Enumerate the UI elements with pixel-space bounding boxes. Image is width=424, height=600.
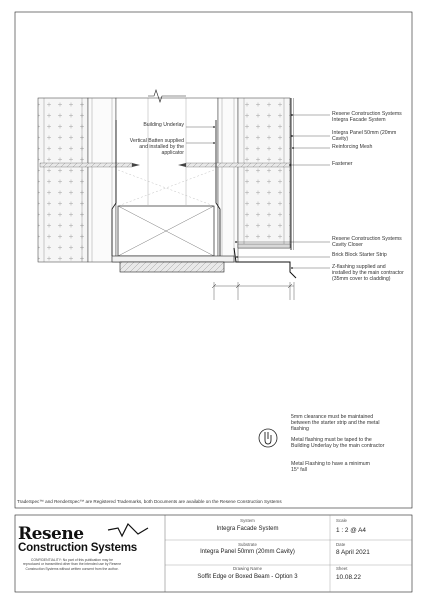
callout-fastener: Fastener: [332, 161, 353, 167]
drawing-name-value: Soffit Edge or Boxed Beam - Option 3: [197, 574, 298, 580]
z-flashing: [234, 248, 296, 278]
caution-icon: [259, 429, 277, 447]
wall-section-drawing: [38, 90, 330, 300]
fastener-band-right: [186, 163, 290, 167]
note-clearance: 5mm clearance must be maintained between the starter strip and the metal flashing: [291, 414, 380, 432]
dimension-lines: [212, 282, 294, 300]
left-panel: [38, 98, 88, 262]
sheet-value: 10.08.22: [336, 574, 361, 581]
callout-panel: Integra Panel 50mm (20mm Cavity): [332, 130, 397, 142]
right-panel: [238, 98, 290, 248]
soffit-board: [120, 262, 224, 272]
logo-swoosh-icon: [108, 524, 148, 536]
note-flashing-fall: Metal Flashing to have a minimum 15° fall: [291, 461, 370, 473]
callout-facade-system: Resene Construction Systems Integra Facade System: [332, 111, 402, 123]
drawing-name-label: Drawing Name: [232, 566, 263, 571]
callout-mesh: Reinforcing Mesh: [332, 144, 373, 150]
trademark-note: TradeSpec™ and RenderSpec™ are Registered Trademarks, both Documents are available on the Resene Construction Systems: [17, 499, 282, 504]
starter-strip: [112, 256, 234, 262]
callout-vertical-batten: Vertical Batten supplied and installed by the applicator: [129, 138, 184, 156]
right-framing: [218, 98, 238, 262]
logo-wordmark: Resene: [18, 524, 84, 544]
date-label: Date: [336, 542, 346, 547]
logo-subtitle: Construction Systems: [18, 541, 138, 554]
substrate-value: Integra Panel 50mm (20mm Cavity): [200, 549, 295, 555]
substrate-label: Substrate: [238, 542, 257, 547]
system-label: System: [240, 518, 255, 523]
note-taped-flashing: Metal flashing must be taped to the Building Underlay by the main contractor: [291, 437, 385, 449]
scale-label: Scale: [336, 518, 347, 523]
cavity-closer: [238, 244, 290, 248]
confidentiality-notice: CONFIDENTIALITY: No part of this publication may be reproduced or transmitted other than the intended use by Resene Construction Systems without written consent from the author.: [22, 558, 122, 571]
callout-cavity-closer: Resene Construction Systems Cavity Closer: [332, 236, 402, 248]
system-value: Integra Facade System: [216, 526, 279, 532]
date-value: 8 April 2021: [336, 549, 370, 556]
fastener-band-left: [40, 163, 132, 167]
sheet-label: Sheet: [336, 566, 348, 571]
callout-starter-strip: Brick Block Starter Strip: [332, 252, 387, 258]
callout-z-flashing: Z-flashing supplied and installed by the main contractor (35mm cover to cladding): [332, 264, 404, 282]
scale-value: 1 : 2 @ A4: [336, 527, 366, 534]
callout-building-underlay: Building Underlay: [143, 122, 184, 128]
